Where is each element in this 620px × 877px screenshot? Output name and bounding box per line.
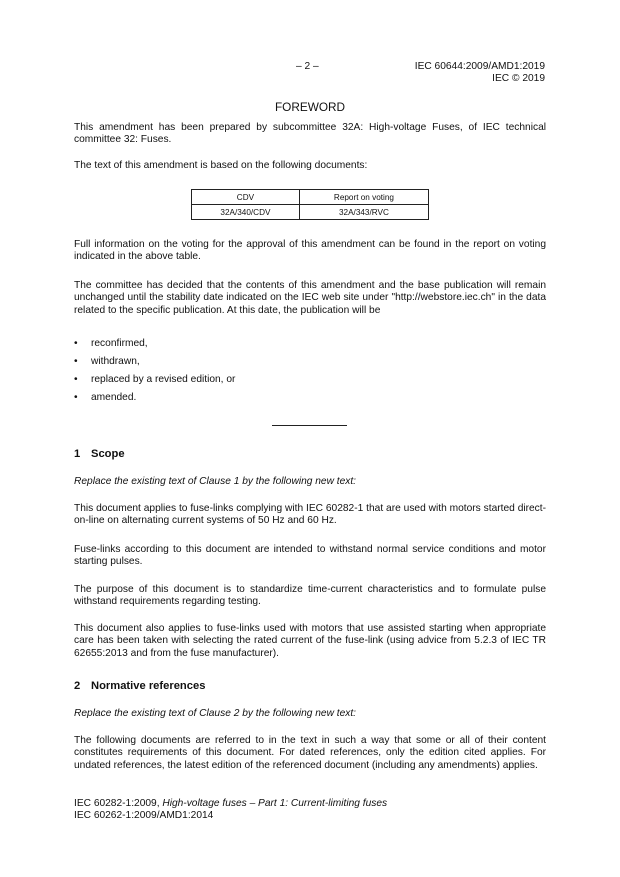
table-row <box>192 205 429 220</box>
list-item: • withdrawn, <box>74 356 140 367</box>
list-item: • replaced by a revised edition, or <box>74 374 236 385</box>
reference-entry-2: IEC 60262-1:2009/AMD1:2014 <box>74 810 214 821</box>
scope-number: 1 <box>74 448 81 460</box>
bullet-icon: • <box>74 356 78 367</box>
normative-instruction: Replace the existing text of Clause 2 by the following new text: <box>74 708 357 719</box>
scope-paragraph-2: Fuse-links according to this document are intended to withstand normal service conditions and motor starting pulses. <box>74 544 546 568</box>
normative-references-heading <box>74 680 205 692</box>
scope-title: Scope <box>91 448 125 460</box>
bullet-icon: • <box>74 374 78 385</box>
scope-heading <box>74 448 125 460</box>
scope-paragraph-4: This document also applies to fuse-links used with motors that use assisted starting when appropriate care has been taken with selecting the rated current of the fuse-link (using advice from 5.2.3 of IEC TR 62655:2013 and from the fuse manufacturer). <box>74 623 546 659</box>
normative-number: 2 <box>74 680 81 692</box>
scope-paragraph-3: The purpose of this document is to standardize time-current characteristics and to formulate pulse withstand requirements regarding testing. <box>74 584 546 608</box>
table-header-report: Report on voting <box>299 190 428 205</box>
table-header-row <box>192 190 429 205</box>
foreword-based-on: The text of this amendment is based on the following documents: <box>74 160 368 171</box>
bullet-icon: • <box>74 392 78 403</box>
normative-paragraph: The following documents are referred to in the text in such a way that some or all of their content constitutes requirements of this document. For dated references, only the edition cited applies. For undated references, the latest edition of the referenced document (including any amendments) applies. <box>74 735 546 771</box>
publication-options-list <box>74 338 474 410</box>
list-item: • amended. <box>74 392 137 403</box>
foreword-intro: This amendment has been prepared by subcommittee 32A: High-voltage Fuses, of IEC technical committee 32: Fuses. <box>74 122 546 146</box>
voting-info-paragraph: Full information on the voting for the approval of this amendment can be found in the report on voting indicated in the above table. <box>74 239 546 263</box>
table-cell-cdv: 32A/340/CDV <box>192 205 300 220</box>
normative-title: Normative references <box>91 680 206 692</box>
scope-paragraph-1: This document applies to fuse-links complying with IEC 60282-1 that are used with motors started direct-on-line on alternating current systems of 50 Hz and 60 Hz. <box>74 503 546 527</box>
list-item: • reconfirmed, <box>74 338 148 349</box>
committee-decision-paragraph: The committee has decided that the contents of this amendment and the base publication will remain unchanged until the stability date indicated on the IEC web site under "http://webstore.iec.ch" in the data related to the specific publication. At this date, the publication will be <box>74 280 546 316</box>
reference-entry-1 <box>74 798 546 810</box>
table-cell-rvc: 32A/343/RVC <box>299 205 428 220</box>
voting-documents-table <box>191 189 429 220</box>
reference-1-title: High-voltage fuses – Part 1: Current-limiting fuses <box>162 798 388 809</box>
section-divider <box>272 425 347 426</box>
reference-1-code: IEC 60282-1:2009, <box>74 798 163 809</box>
page-number: – 2 – <box>296 61 319 72</box>
copyright-notice: IEC © 2019 <box>492 73 545 84</box>
scope-instruction: Replace the existing text of Clause 1 by the following new text: <box>74 476 357 487</box>
table-header-cdv: CDV <box>192 190 300 205</box>
foreword-title: FOREWORD <box>274 100 346 114</box>
document-id: IEC 60644:2009/AMD1:2019 <box>414 61 545 72</box>
bullet-icon: • <box>74 338 78 349</box>
